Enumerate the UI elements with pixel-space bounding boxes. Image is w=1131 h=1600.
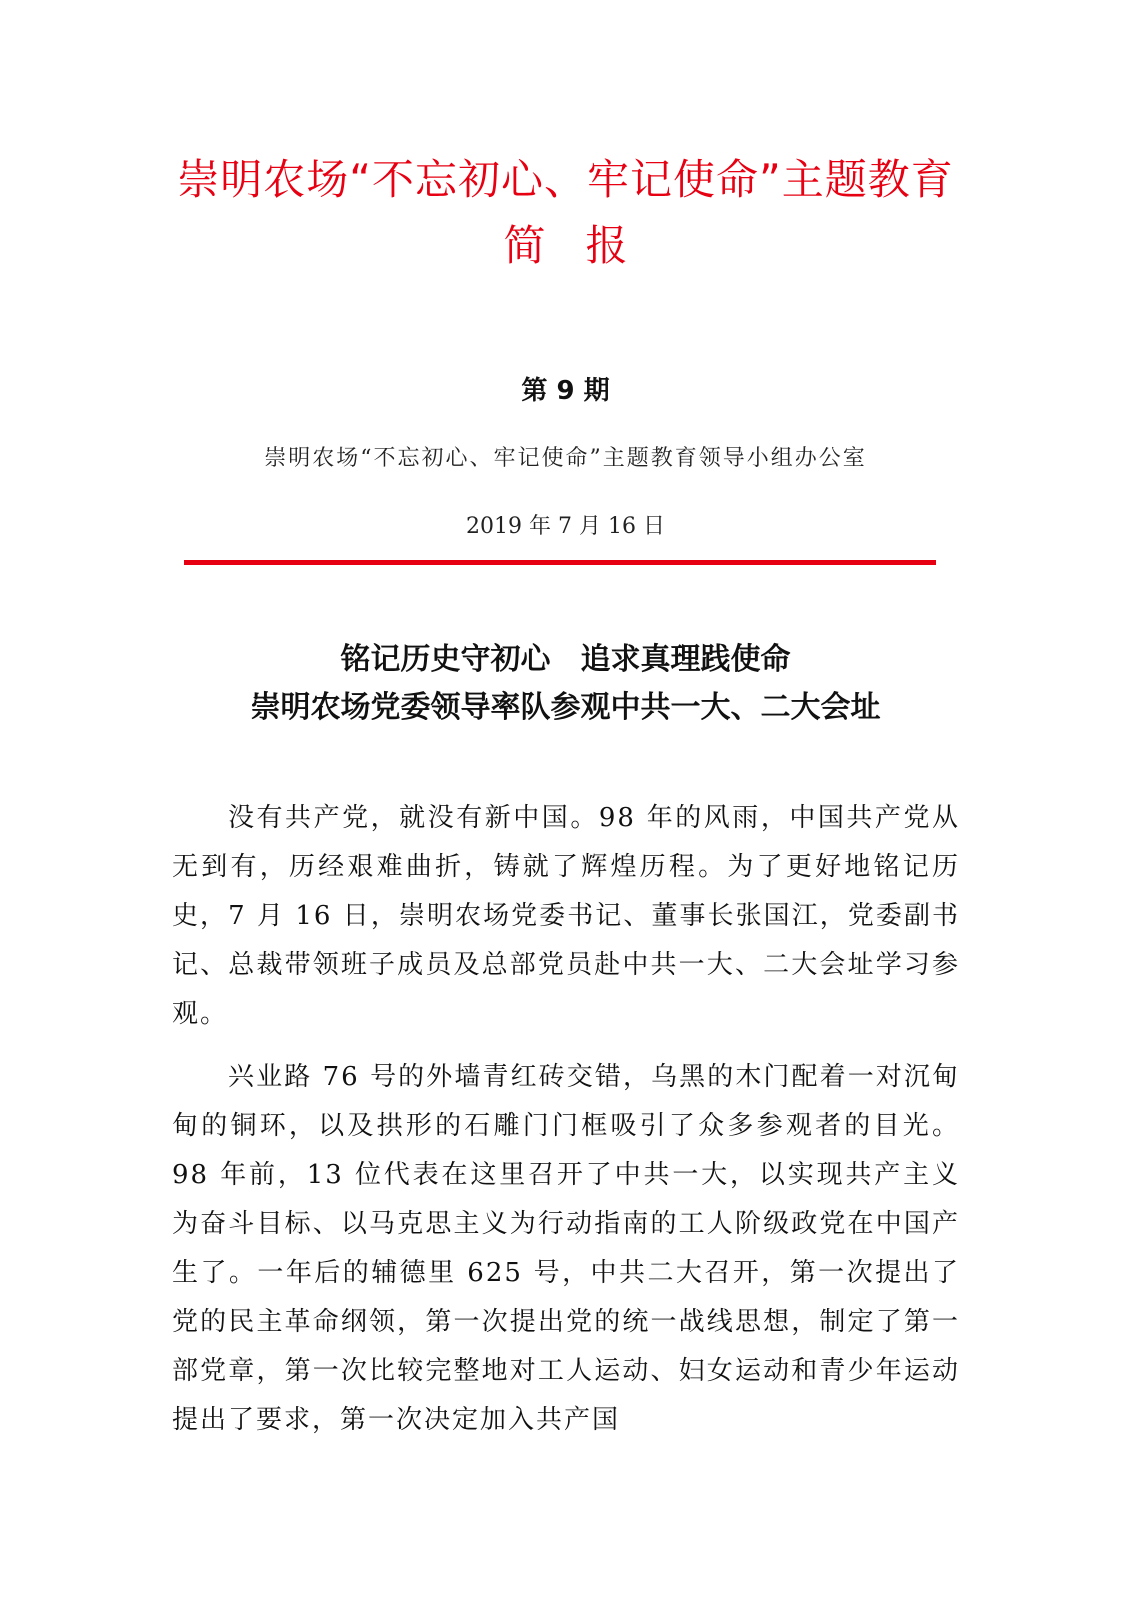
issue-date: 2019 年 7 月 16 日 — [466, 514, 665, 539]
masthead-title: 崇明农场“不忘初心、牢记使命”主题教育 — [177, 155, 954, 204]
paragraph: 没有共产党，就没有新中国。98 年的风雨，中国共产党从无到有，历经艰难曲折，铸就了辉煌历程。为了更好地铭记历史，7 月 16 日，崇明农场党委书记、董事长张国江，党委副书记、总裁带领班子成员及总部党员赴中共一大、二大会址学习参观。 — [172, 803, 960, 1029]
headline-line-1: 铭记历史守初心 追求真理践使命 — [340, 642, 791, 677]
article-headline — [0, 636, 1131, 732]
masthead-subtitle: 简报 — [503, 221, 668, 270]
red-divider — [184, 560, 936, 565]
headline-line-2: 崇明农场党委领导率队参观中共一大、二大会址 — [250, 690, 881, 725]
issue-number: 第 9 期 — [521, 376, 610, 406]
article-body — [172, 794, 960, 1459]
paragraph: 兴业路 76 号的外墙青红砖交错，乌黑的木门配着一对沉甸甸的铜环，以及拱形的石雕门门框吸引了众多参观者的目光。98 年前，13 位代表在这里召开了中共一大，以实现共产主义为奋斗目标、以马克思主义为行动指南的工人阶级政党在中国产生了。一年后的辅德里 625 号，中共二大召开，第一次提出了党的民主革命纲领，第一次提出党的统一战线思想，制定了第一部党章，第一次比较完整地对工人运动、妇女运动和青少年运动提出了要求，第一次决定加入共产国 — [172, 1062, 960, 1435]
issuer-office: 崇明农场“不忘初心、牢记使命”主题教育领导小组办公室 — [264, 446, 867, 471]
